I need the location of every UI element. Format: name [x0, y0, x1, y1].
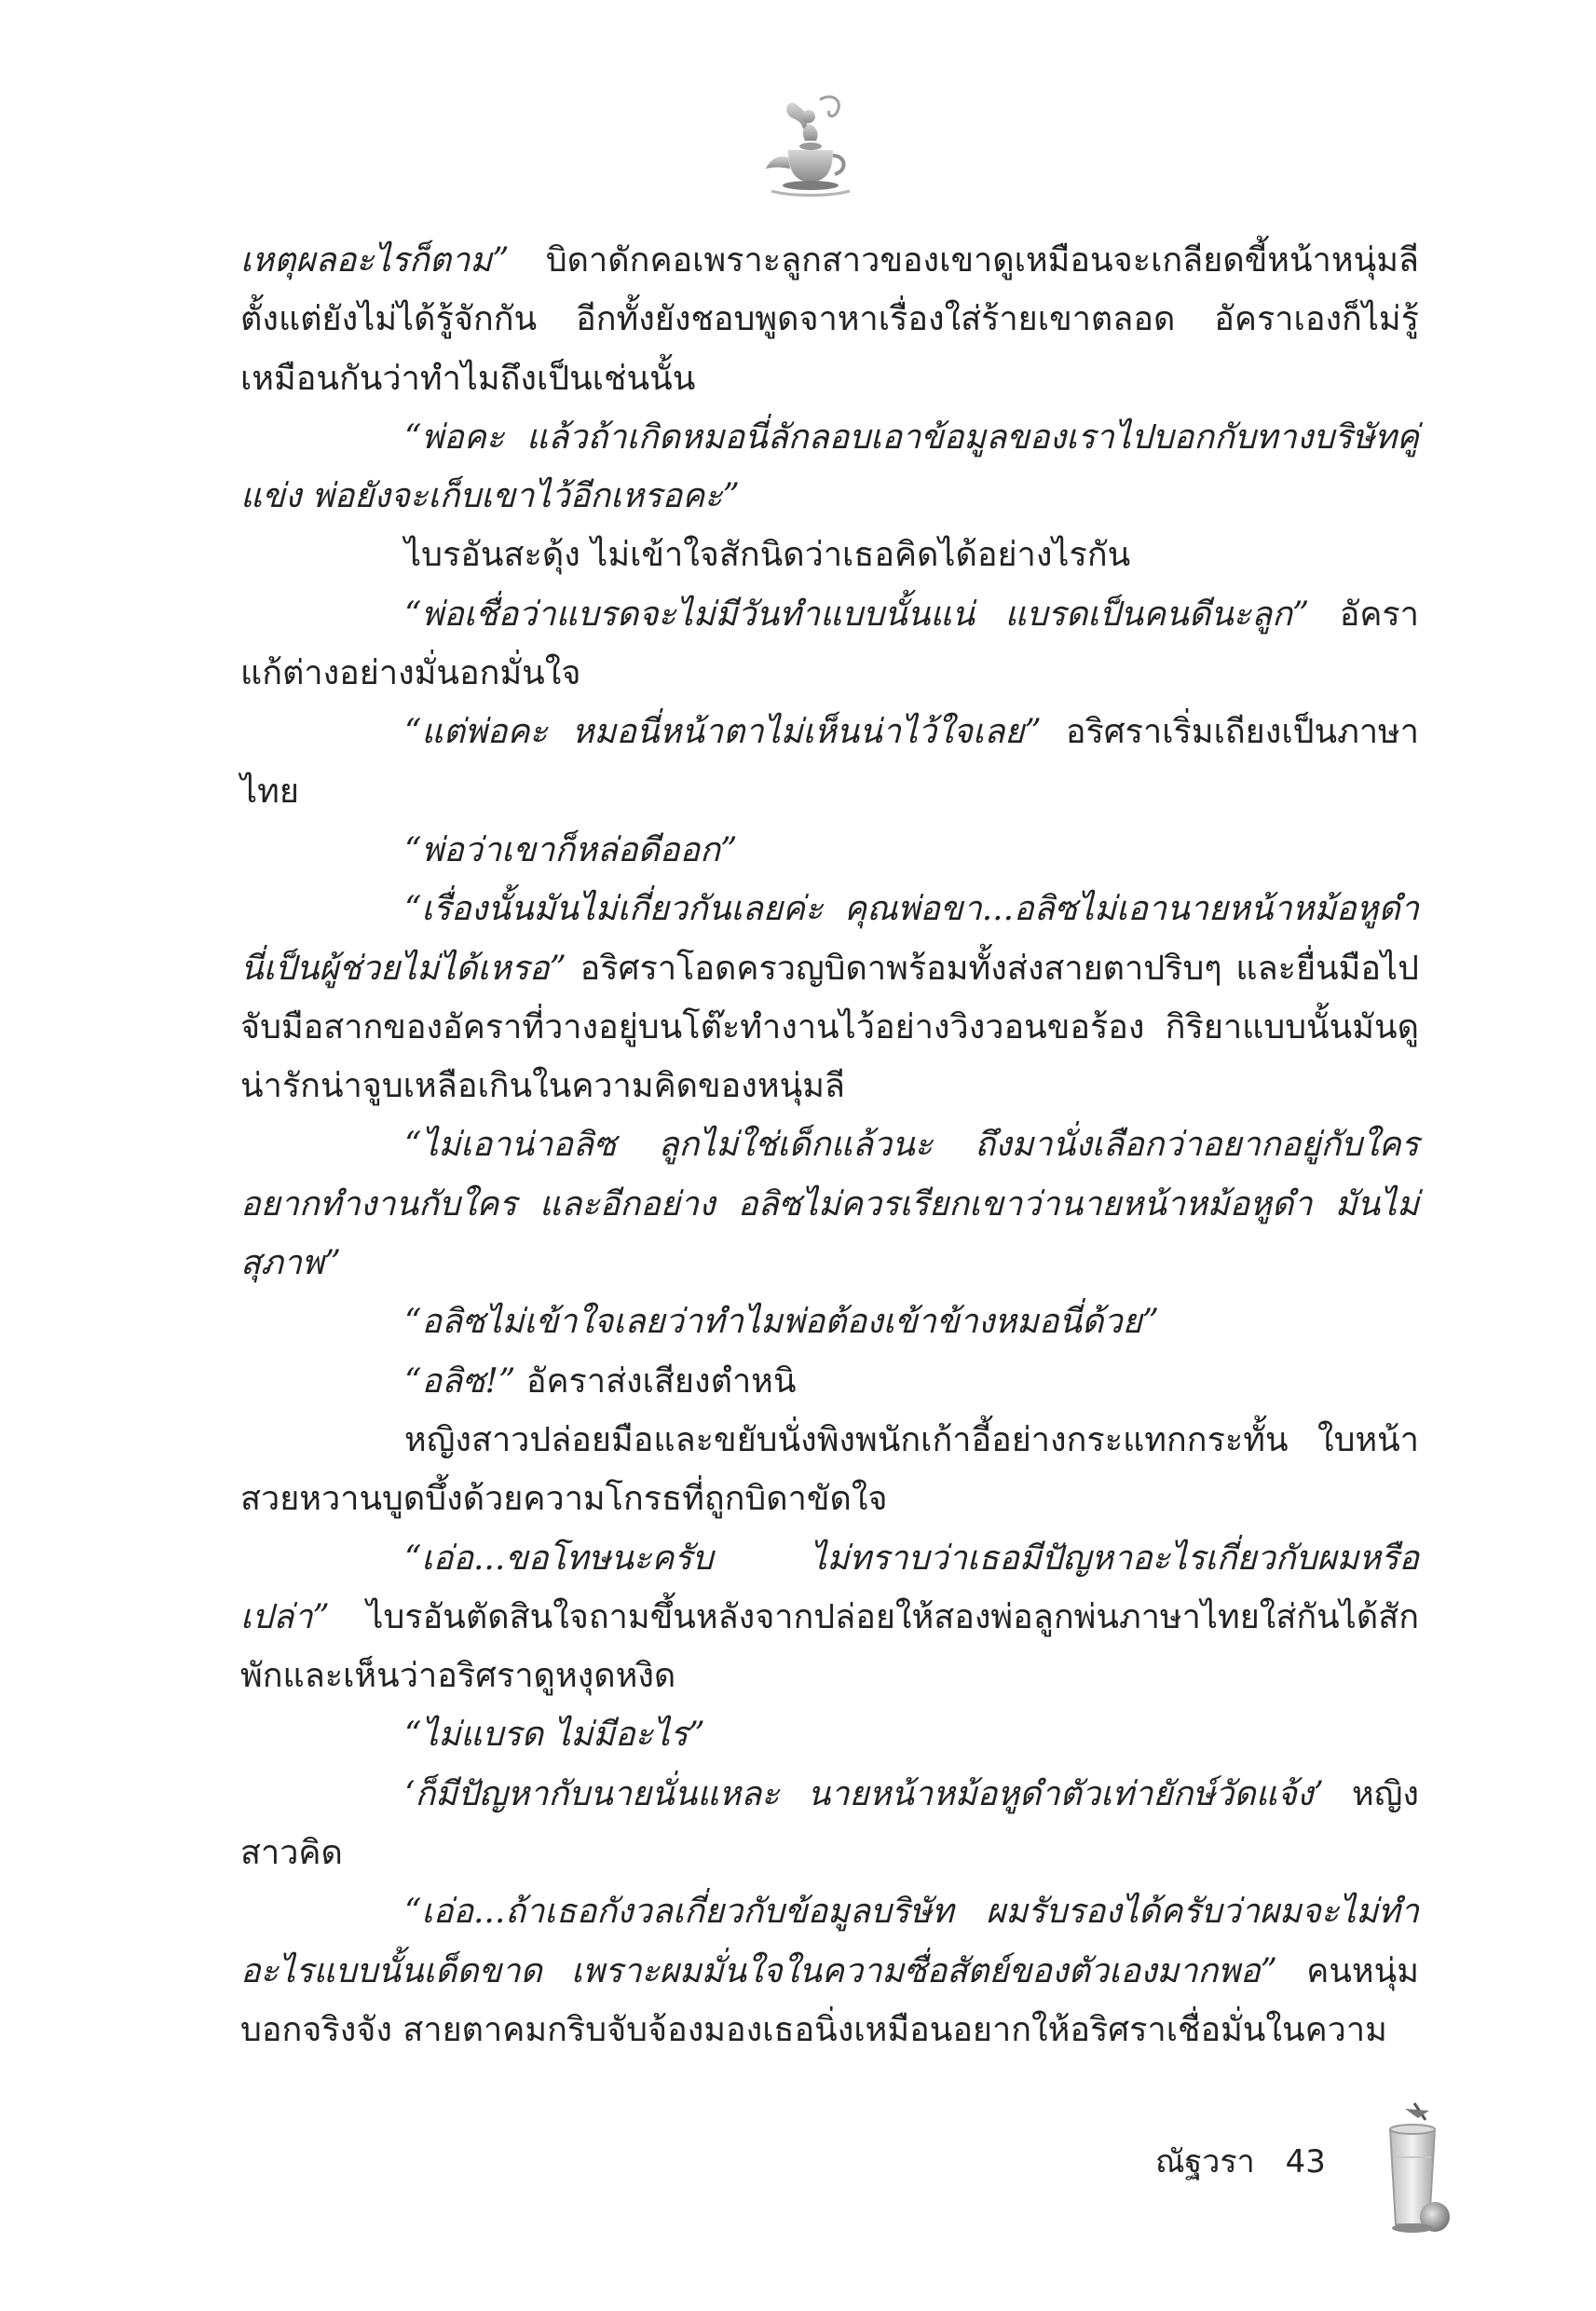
paragraph: [240, 408, 1419, 526]
paragraph: [240, 821, 1419, 880]
dialogue-text: “พ่อคะ แล้วถ้าเกิดหมอนี่ลักลอบเอาข้อมูลของเราไปบอกกับทางบริษัทคู่แข่ง พ่อยังจะเก็บเขาไว้อีกเหรอคะ”: [240, 417, 1419, 516]
cupid-teapot-ornament-icon: [755, 89, 866, 200]
paragraph: [240, 526, 1419, 584]
dialogue-text: “เอ่อ...ขอโทษนะครับ ไม่ทราบว่าเธอมีปัญหาอะไรเกี่ยวกับผมหรือเปล่า”: [240, 1538, 1419, 1636]
body-text: [240, 231, 1419, 2059]
paragraph: [240, 1115, 1419, 1292]
paragraph: [240, 1882, 1419, 2059]
paragraph: [240, 1411, 1419, 1529]
narration-text: อริศราเริ่มเถียงเป็นภาษาไทย: [240, 713, 1419, 811]
narration-text: หญิงสาวคิด: [240, 1774, 1419, 1873]
dialogue-text: “แต่พ่อคะ หมอนี่หน้าตาไม่เห็นน่าไว้ใจเลย”: [404, 713, 1042, 752]
paragraph: [240, 231, 1419, 408]
narration-text: บิดาดักคอเพราะลูกสาวของเขาดูเหมือนจะเกลียดขี้หน้าหนุ่มลีตั้งแต่ยังไม่ได้รู้จักกัน อีกทั้งยังชอบพูดจาหาเรื่องใส่ร้ายเขาตลอด อัคราเองก็ไม่รู้เหมือนกันว่าทำไมถึงเป็นเช่นนั้น: [240, 241, 1419, 398]
narration-text: หญิงสาวปล่อยมือและขยับนั่งพิงพนักเก้าอี้อย่างกระแทกกระทั้น ใบหน้าสวยหวานบูดบึ้งด้วยความโกรธที่ถูกบิดาขัดใจ: [240, 1420, 1419, 1519]
paragraph: [240, 880, 1419, 1115]
dialogue-text: “ไม่แบรด ไม่มีอะไร”: [404, 1716, 705, 1755]
narration-text: อริศราโอดครวญบิดาพร้อมทั้งส่งสายตาปริบๆ และยื่นมือไปจับมือสากของอัคราที่วางอยู่บนโต๊ะทำงานไว้อย่างวิงวอนขอร้อง กิริยาแบบนั้นมันดูน่ารักน่าจูบเหลือเกินในความคิดของหนุ่มลี: [240, 949, 1419, 1106]
narration-text: อัคราส่งเสียงตำหนิ: [515, 1361, 797, 1401]
page-footer: [1155, 2136, 1346, 2186]
paragraph: [240, 1765, 1419, 1883]
paragraph: [240, 1352, 1419, 1411]
dialogue-text: “เอ่อ...ถ้าเธอกังวลเกี่ยวกับข้อมูลบริษัท ผมรับรองได้ครับว่าผมจะไม่ทำอะไรแบบนั้นเด็ดขาด เพราะผมมั่นใจในความซื่อสัตย์ของตัวเองมากพอ”: [240, 1893, 1419, 1990]
dialogue-text: “พ่อเชื่อว่าแบรดจะไม่มีวันทำแบบนั้นแน่ แบรดเป็นคนดีนะลูก”: [404, 595, 1310, 634]
dialogue-text: ‘ก็มีปัญหากับนายนั่นแหละ นายหน้าหม้อหูดำตัวเท่ายักษ์วัดแจ้ง’: [404, 1774, 1324, 1813]
narration-text: ไบรอันสะดุ้ง ไม่เข้าใจสักนิดว่าเธอคิดได้อย่างไรกัน: [404, 536, 1131, 575]
dialogue-text: “พ่อว่าเขาก็หล่อดีออก”: [404, 830, 738, 869]
narration-text: ไบรอันตัดสินใจถามขึ้นหลังจากปล่อยให้สองพ่อลูกพ่นภาษาไทยใส่กันได้สักพักและเห็นว่าอริศราดูหงุดหงิด: [240, 1597, 1419, 1696]
paragraph: [240, 1292, 1419, 1351]
narration-text: คนหนุ่มบอกจริงจัง สายตาคมกริบจับจ้องมองเธอนิ่งเหมือนอยากให้อริศราเชื่อมั่นในความ: [240, 1951, 1419, 2049]
dialogue-text: “ไม่เอาน่าอลิซ ลูกไม่ใช่เด็กแล้วนะ ถึงมานั่งเลือกว่าอยากอยู่กับใครอยากทำงานกับใคร และอีกอย่าง อลิซไม่ควรเรียกเขาว่านายหน้าหม้อหูดำ มันไม่สุภาพ”: [240, 1126, 1419, 1283]
paragraph: [240, 703, 1419, 821]
narration-text: อัคราแก้ต่างอย่างมั่นอกมั่นใจ: [240, 595, 1419, 693]
paragraph: [240, 585, 1419, 704]
dialogue-text: “อลิซ!”: [404, 1361, 516, 1401]
page-number: 43: [1285, 2143, 1326, 2181]
paragraph: [240, 1705, 1419, 1764]
dialogue-text: เหตุผลอะไรก็ตาม”: [240, 241, 510, 280]
dialogue-text: “อลิซไม่เข้าใจเลยว่าทำไมพ่อต้องเข้าข้างหมอนี่ด้วย”: [404, 1303, 1160, 1342]
author-name: ณัฐวรา: [1155, 2143, 1255, 2181]
paragraph: [240, 1529, 1419, 1706]
drink-glass-icon: [1377, 2101, 1452, 2236]
dialogue-text: “เรื่องนั้นมันไม่เกี่ยวกันเลยค่ะ คุณพ่อขา...อลิซไม่เอานายหน้าหม้อหูดำนี่เป็นผู้ช่วยไม่ได้เหรอ”: [240, 890, 1419, 988]
